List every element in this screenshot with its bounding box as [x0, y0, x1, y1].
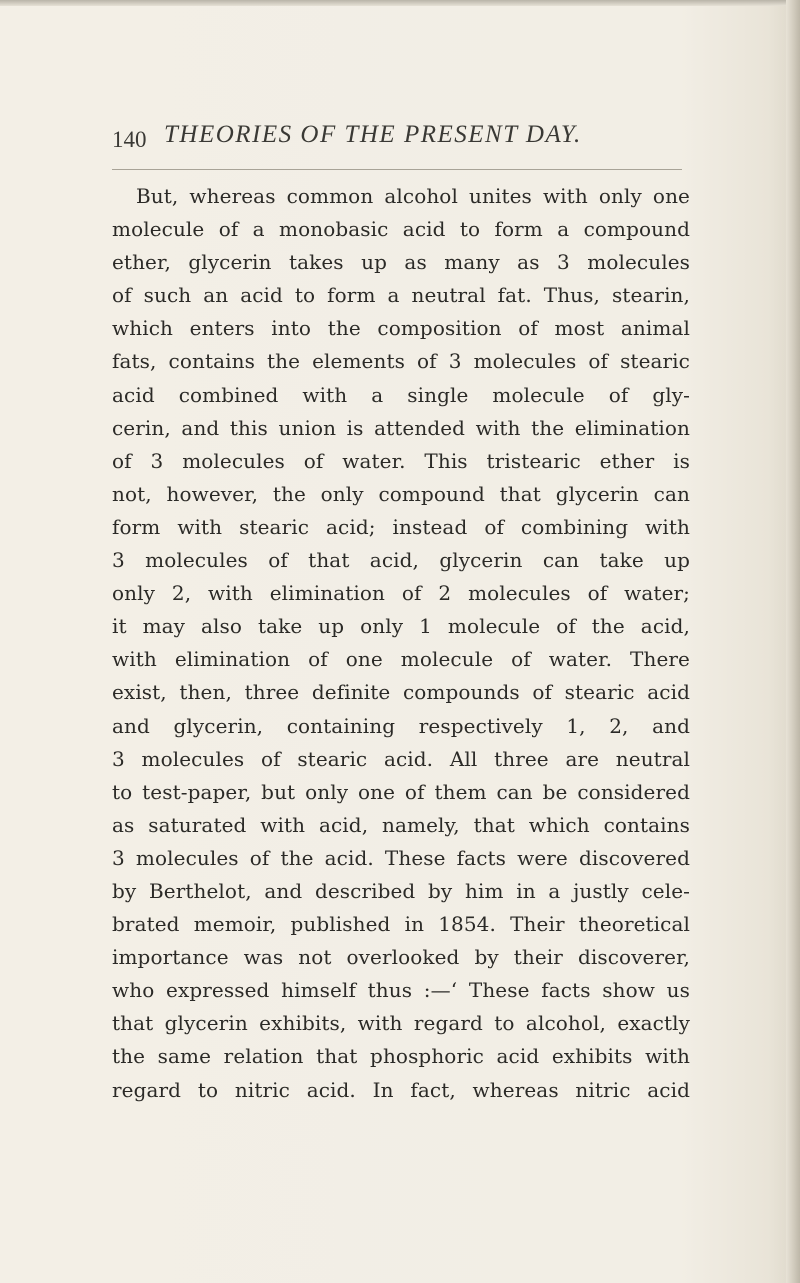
text-line: as saturated with acid, namely, that which contains [112, 812, 690, 837]
text-line: and glycerin, containing respectively 1, 2, and [112, 713, 690, 738]
text-line: of 3 molecules of water. This tristearic ether is [112, 448, 690, 473]
body-paragraph [112, 180, 690, 1107]
text-line: only 2, with elimination of 2 molecules of water; [112, 581, 690, 606]
text-line: it may also take up only 1 molecule of the acid, [112, 614, 690, 639]
text-line: acid combined with a single molecule of gly- [112, 382, 690, 407]
text-line: which enters into the composition of most animal [112, 316, 690, 341]
running-title: THEORIES OF THE PRESENT DAY. [164, 121, 582, 148]
text-line: 3 molecules of that acid, glycerin can take up [112, 548, 690, 573]
text-line: regard to nitric acid. In fact, whereas nitric acid [112, 1077, 690, 1102]
text-line: molecule of a monobasic acid to form a compound [112, 217, 690, 242]
text-line: cerin, and this union is attended with the elimination [112, 415, 690, 440]
text-line: that glycerin exhibits, with regard to alcohol, exactly [112, 1011, 690, 1036]
text-line: of such an acid to form a neutral fat. Thus, stearin, [112, 283, 690, 308]
text-line: But, whereas common alcohol unites with only one [136, 184, 690, 208]
text-line: exist, then, three definite compounds of stearic acid [112, 680, 690, 705]
text-line: 3 molecules of stearic acid. All three are neutral [112, 746, 690, 771]
text-line: who expressed himself thus :—‘ These facts show us [112, 978, 690, 1003]
header-rule [112, 169, 682, 170]
page-top-edge [0, 0, 800, 6]
text-line: 3 molecules of the acid. These facts were discovered [112, 845, 690, 870]
text-line: to test-paper, but only one of them can be considered [112, 779, 690, 804]
text-line: by Berthelot, and described by him in a justly cele- [112, 878, 690, 903]
text-line: brated memoir, published in 1854. Their theoretical [112, 912, 690, 937]
text-line: the same relation that phosphoric acid exhibits with [112, 1044, 690, 1069]
page-right-edge [786, 0, 800, 1283]
page-number: 140 [112, 127, 147, 152]
text-line: importance was not overlooked by their discoverer, [112, 945, 690, 970]
text-line: ether, glycerin takes up as many as 3 molecules [112, 250, 690, 275]
text-line: fats, contains the elements of 3 molecules of stearic [112, 349, 690, 374]
text-line: not, however, the only compound that glycerin can [112, 481, 690, 506]
text-line: with elimination of one molecule of water. There [112, 647, 690, 672]
page-header [112, 121, 692, 155]
text-line: form with stearic acid; instead of combining with [112, 514, 690, 539]
